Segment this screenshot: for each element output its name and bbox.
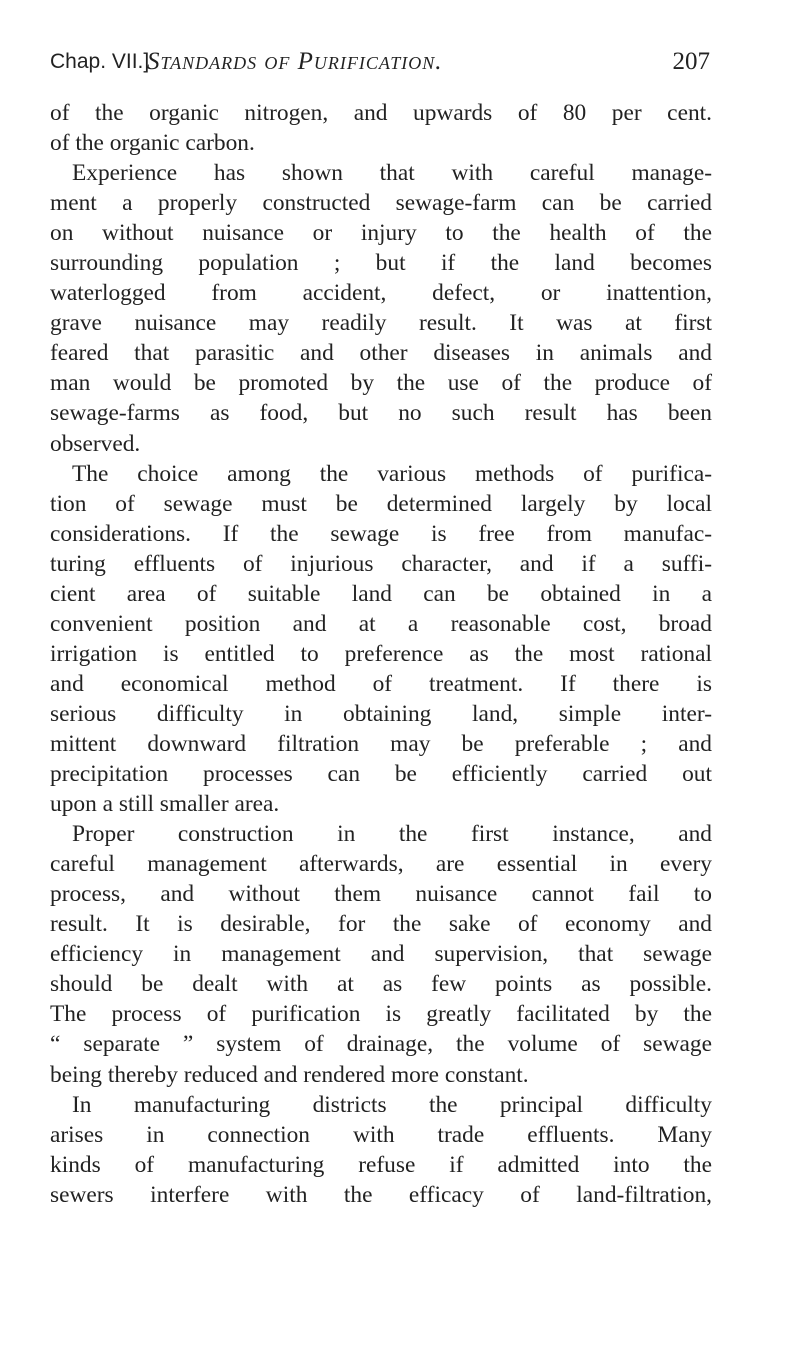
text-line: tion of sewage must be determined largely by local xyxy=(50,490,712,517)
text-line: result. It is desirable, for the sake of economy and xyxy=(50,911,712,938)
text-line: irrigation is entitled to preference as the most rational xyxy=(50,640,712,667)
text-line: In manufacturing districts the principal difficulty xyxy=(72,1091,712,1118)
text-line: considerations. If the sewage is free from manufac- xyxy=(50,520,712,547)
text-line: of the organic nitrogen, and upwards of 80 per cent. xyxy=(50,100,712,126)
chapter-label: Chap. VII.] xyxy=(50,50,150,73)
text-line: convenient position and at a reasonable cost, broad xyxy=(50,610,712,637)
text-line: careful management afterwards, are essential in every xyxy=(50,851,712,878)
text-line: arises in connection with trade effluents. Many xyxy=(50,1121,712,1148)
body-text xyxy=(50,98,712,1210)
text-line: should be dealt with at as few points as possible. xyxy=(50,971,712,998)
running-title: Standards of Purification. xyxy=(147,48,443,75)
text-line: The process of purification is greatly facilitated by the xyxy=(50,1001,712,1028)
text-line: serious difficulty in obtaining land, simple inter- xyxy=(50,700,712,727)
text-line: “ separate ” system of drainage, the volume of sewage xyxy=(50,1031,712,1058)
text-line: being thereby reduced and rendered more constant. xyxy=(50,1061,529,1088)
text-line: surrounding population ; but if the land becomes xyxy=(50,250,712,277)
text-line: efficiency in management and supervision, that sewage xyxy=(50,941,712,968)
text-line: turing effluents of injurious character, and if a suffi- xyxy=(50,550,712,577)
text-line: sewers interfere with the efficacy of land-filtration, xyxy=(50,1181,712,1208)
text-line: and economical method of treatment. If there is xyxy=(50,670,712,697)
text-line: kinds of manufacturing refuse if admitted into the xyxy=(50,1151,712,1178)
text-line: mittent downward filtration may be preferable ; and xyxy=(50,730,712,757)
text-line: of the organic carbon. xyxy=(50,130,255,157)
text-line: Proper construction in the first instance, and xyxy=(72,821,712,848)
text-line: Experience has shown that with careful manage- xyxy=(72,160,712,187)
page-number: 207 xyxy=(672,48,710,75)
text-line: observed. xyxy=(50,430,141,457)
text-line: waterlogged from accident, defect, or inattention, xyxy=(50,280,712,307)
text-line: on without nuisance or injury to the health of the xyxy=(50,220,712,247)
text-line: grave nuisance may readily result. It was at first xyxy=(50,310,712,337)
text-line: The choice among the various methods of purifica- xyxy=(72,460,712,487)
running-head xyxy=(50,46,710,78)
text-line: ment a properly constructed sewage-farm can be carried xyxy=(50,190,712,217)
text-line: upon a still smaller area. xyxy=(50,791,280,818)
text-line: sewage-farms as food, but no such result has been xyxy=(50,400,712,427)
text-line: man would be promoted by the use of the produce of xyxy=(50,370,712,397)
text-line: feared that parasitic and other diseases in animals and xyxy=(50,340,712,367)
text-line: precipitation processes can be efficiently carried out xyxy=(50,761,712,788)
text-line: cient area of suitable land can be obtained in a xyxy=(50,580,712,607)
text-line: process, and without them nuisance cannot fail to xyxy=(50,881,712,908)
